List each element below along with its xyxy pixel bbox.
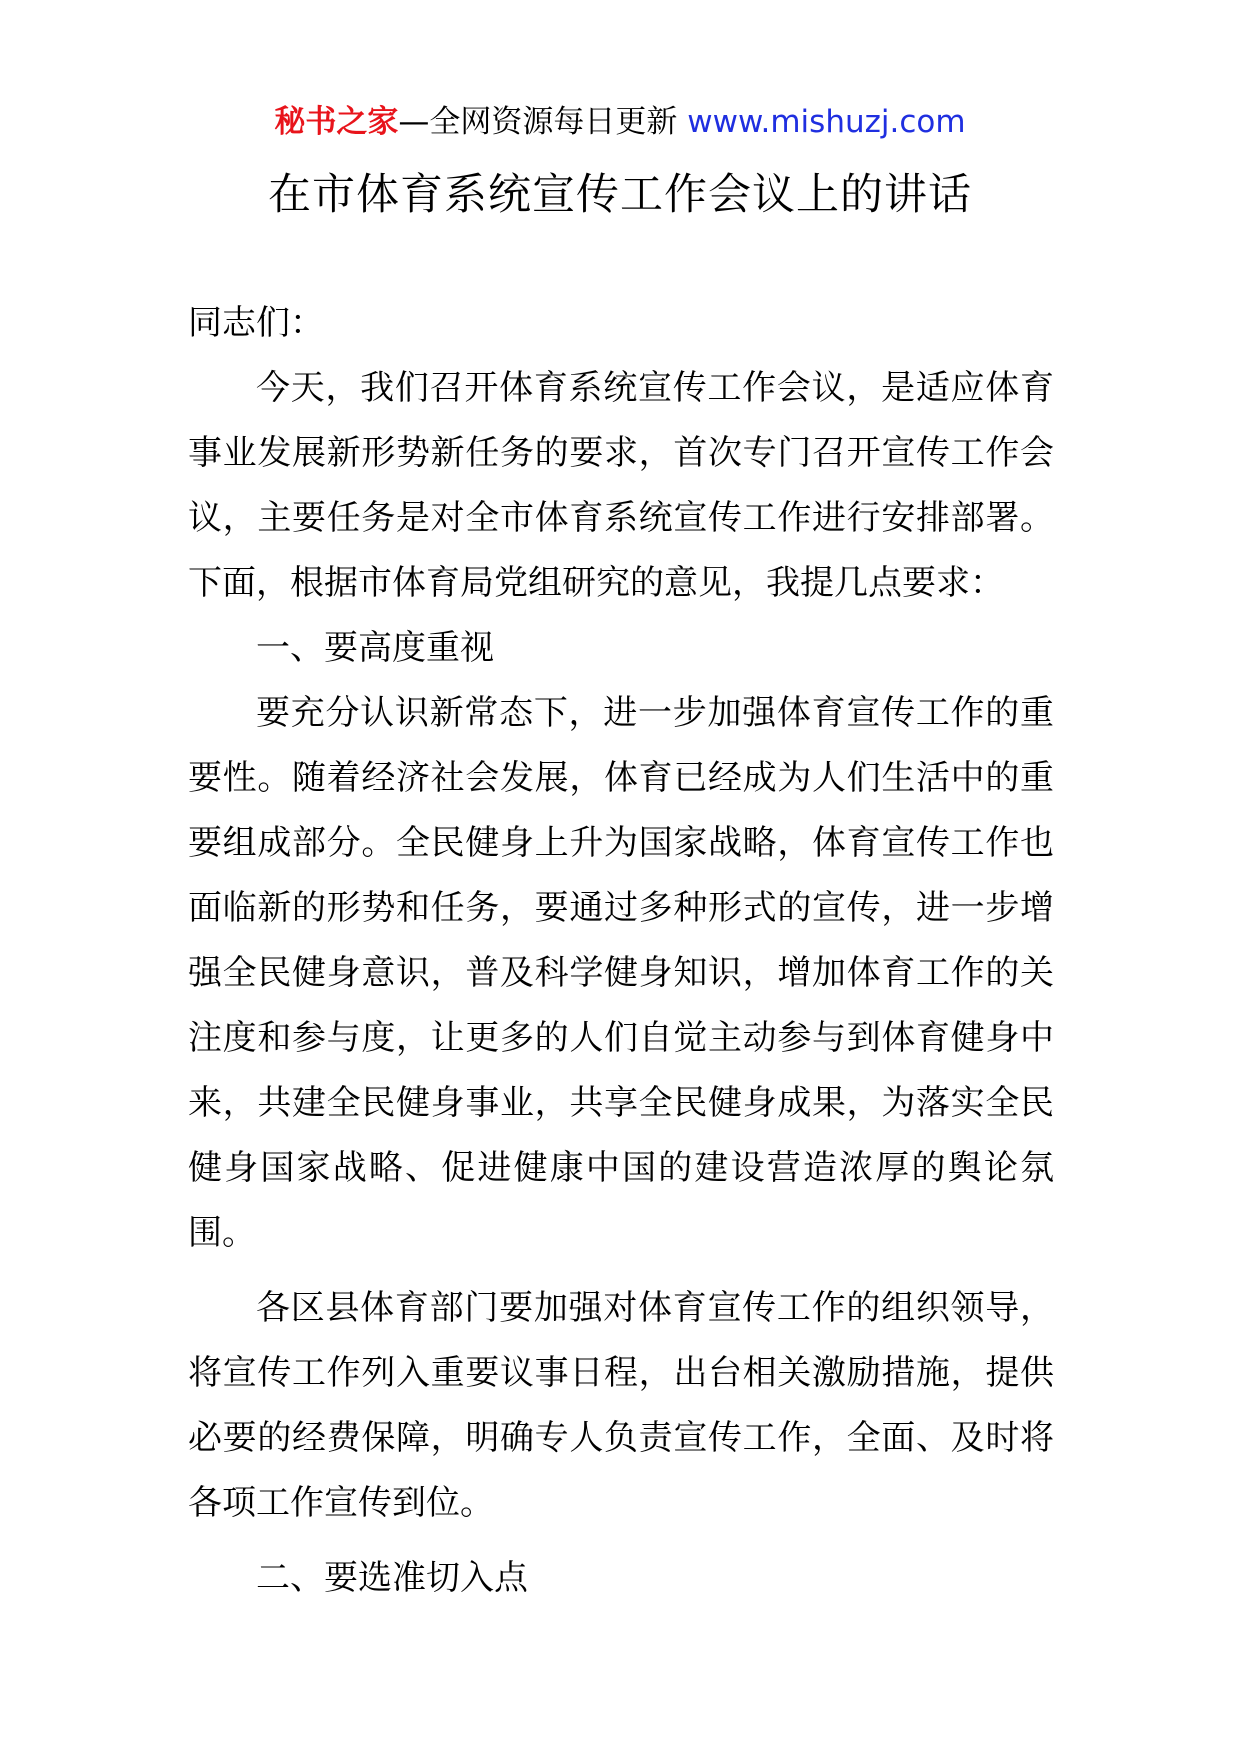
paragraph-intro: 今天，我们召开体育系统宣传工作会议，是适应体育事业发展新形势新任务的要求，首次专门召开宣传工作会议，主要任务是对全市体育系统宣传工作进行安排部署。下面，根据市体育局党组研究的意见，我提几点要求：	[188, 368, 1054, 603]
document-title: 在市体育系统宣传工作会议上的讲话	[268, 170, 972, 220]
paragraph-importance: 要充分认识新常态下，进一步加强体育宣传工作的重要性。随着经济社会发展，体育已经成为人们生活中的重要组成部分。全民健身上升为国家战略，体育宣传工作也面临新的形势和任务，要通过多种形式的宣传，进一步增强全民健身意识，普及科学健身知识，增加体育工作的关注度和参与度，让更多的人们自觉主动参与到体育健身中来，共建全民健身事业，共享全民健身成果，为落实全民健身国家战略、促进健康中国的建设营造浓厚的舆论氛围。	[188, 693, 1054, 1253]
document-body	[188, 291, 1054, 1611]
site-banner	[0, 100, 1240, 144]
banner-tagline: —全网资源每日更新	[398, 104, 688, 140]
site-url-link[interactable]: www.mishuzj.com	[687, 104, 966, 140]
paragraph-leadership: 各区县体育部门要加强对体育宣传工作的组织领导，将宣传工作列入重要议事日程，出台相关激励措施，提供必要的经费保障，明确专人负责宣传工作，全面、及时将各项工作宣传到位。	[188, 1288, 1054, 1523]
section-heading-1: 一、要高度重视	[256, 628, 494, 668]
section-heading-2: 二、要选准切入点	[256, 1558, 528, 1598]
brand-name: 秘书之家	[274, 104, 399, 140]
salutation: 同志们：	[188, 303, 324, 343]
